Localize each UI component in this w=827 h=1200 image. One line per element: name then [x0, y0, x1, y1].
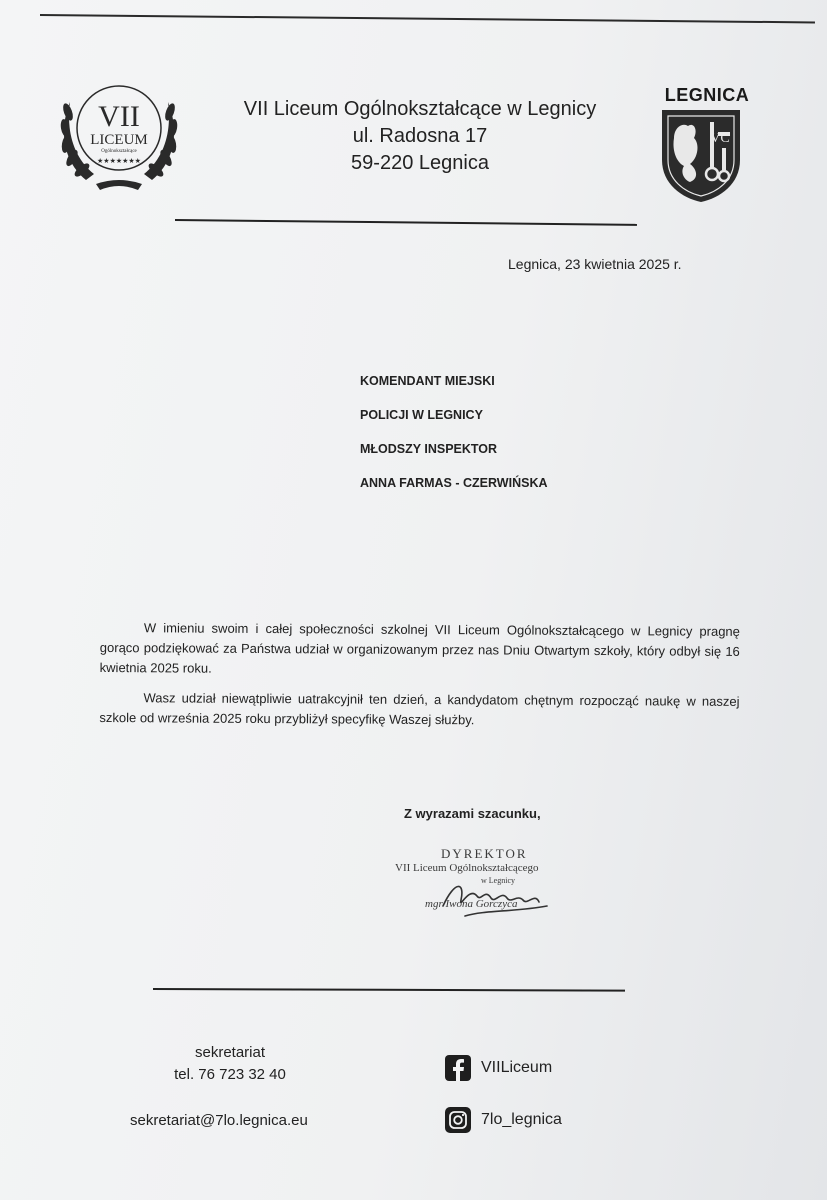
stamp-name: mgr Iwona Gorczyca: [425, 898, 518, 910]
recipient-line: KOMENDANT MIEJSKI: [360, 374, 495, 388]
recipient-line: POLICJI W LEGNICY: [360, 408, 483, 422]
logo-word: LICEUM: [90, 132, 148, 148]
school-name: VII Liceum Ogólnokształcące w Legnicy: [243, 98, 597, 120]
header-rule: [175, 219, 637, 226]
footer-rule: [153, 988, 625, 992]
office-contact: [130, 1042, 330, 1086]
office-phone: tel. 76 723 32 40: [174, 1066, 286, 1083]
logo-small: Ogólnokształcące: [101, 149, 137, 154]
school-address: [200, 96, 640, 177]
top-rule: [40, 14, 815, 23]
recipient-line: ANNA FARMAS - CZERWIŃSKA: [360, 476, 548, 490]
stamp-school: VII Liceum Ogólnokształcącego: [395, 862, 539, 874]
closing-phrase: Z wyrazami szacunku,: [404, 806, 541, 821]
office-label: sekretariat: [194, 1044, 266, 1061]
instagram-icon: [445, 1107, 471, 1133]
facebook-contact: [445, 1055, 552, 1081]
school-postal-city: 59-220 Legnica: [351, 152, 489, 174]
logo-stars: ★★★★★★★: [97, 158, 141, 165]
logo-roman: VII: [98, 100, 140, 133]
facebook-icon: [445, 1055, 471, 1081]
director-stamp: [395, 846, 595, 926]
stamp-city: w Legnicy: [481, 876, 515, 885]
instagram-handle: 7lo_legnica: [481, 1111, 562, 1128]
body-paragraph-2: Wasz udział niewątpliwie uatrakcyjnił ten dzień, a kandydatom chętnym rozpocząć naukę w naszej szkole od września 2025 roku przybliżył specyfikę Waszej służby.: [99, 690, 740, 728]
office-email: sekretariat@7lo.legnica.eu: [130, 1112, 308, 1129]
city-crest-icon: [660, 108, 742, 204]
handwritten-signature: [435, 876, 555, 920]
school-street: ul. Radosna 17: [352, 125, 488, 147]
body-paragraph-1: W imieniu swoim i całej społeczności szkolnej VII Liceum Ogólnokształcącego w Legnicy pragnę gorąco podziękować za Państwa udział w organizowanym przez nas Dniu Otwartym szkoły, który odbył się 16 kwietnia 2025 roku.: [99, 620, 740, 676]
recipient-block: [360, 374, 548, 510]
school-logo: [56, 72, 182, 192]
letter-body: [99, 618, 740, 742]
instagram-contact: [445, 1107, 562, 1133]
recipient-line: MŁODSZY INSPEKTOR: [360, 442, 498, 456]
facebook-handle: VIILiceum: [481, 1059, 553, 1076]
crest-letters: VC: [710, 131, 730, 146]
stamp-title: DYREKTOR: [441, 846, 528, 861]
city-label: LEGNICA: [664, 85, 750, 105]
letter-date: Legnica, 23 kwietnia 2025 r.: [508, 256, 682, 272]
